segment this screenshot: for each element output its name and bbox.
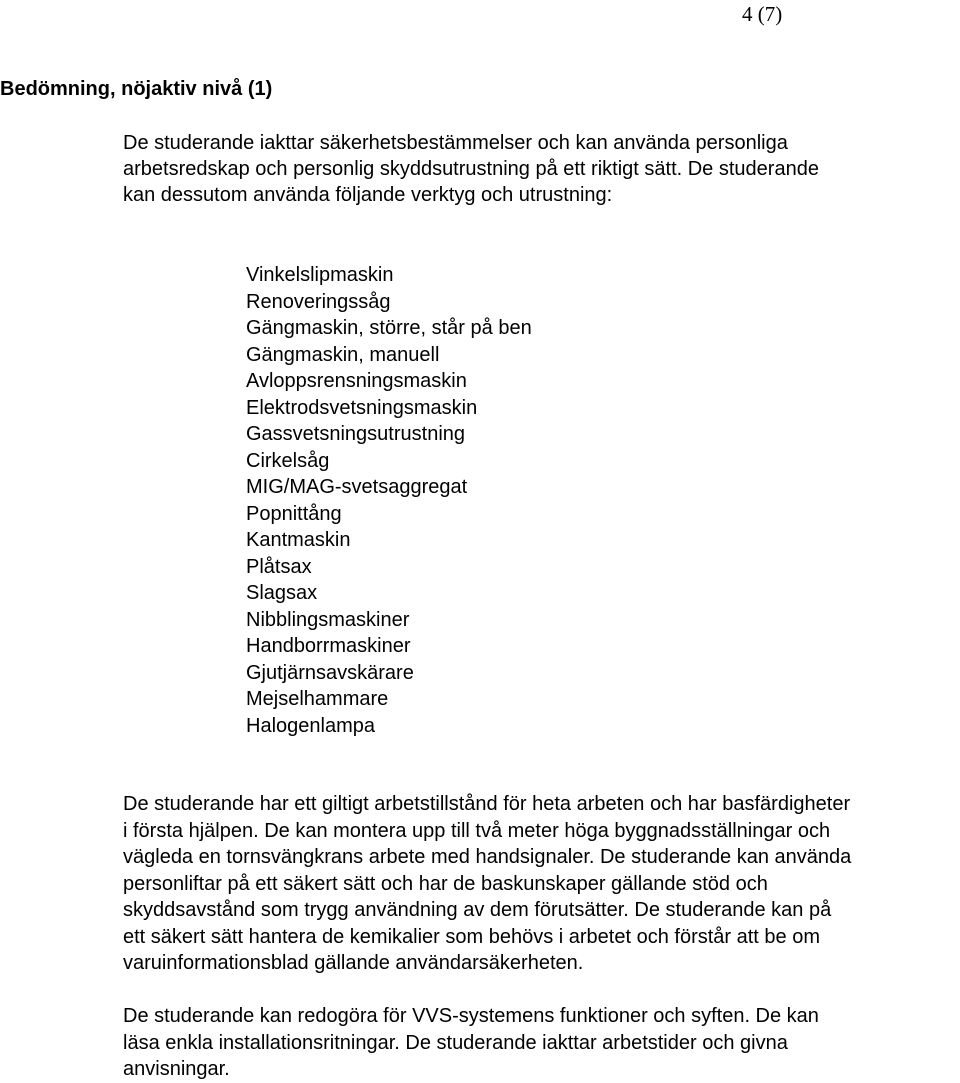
tool-item: Elektrodsvetsningsmaskin: [246, 396, 478, 419]
paragraph-line: De studerande kan redogöra för VVS-systemens funktioner och syften. De kan: [123, 1005, 819, 1027]
tool-item: MIG/MAG-svetsaggregat: [246, 476, 468, 498]
intro-line: kan dessutom använda följande verktyg och utrustning:: [123, 184, 613, 206]
tool-item: Handborrmaskiner: [246, 635, 411, 657]
hvac-paragraph: [123, 1003, 958, 1083]
tool-list: [246, 262, 532, 739]
paragraph-line: ett säkert sätt hantera de kemikalier som behövs i arbetet och förstår att be om: [123, 925, 821, 948]
tool-item: Popnittång: [246, 502, 342, 525]
paragraph-line: varuinformationsblad gällande användarsäkerheten.: [123, 952, 584, 974]
tool-item: Avloppsrensningsmaskin: [246, 370, 467, 392]
paragraph-line: De studerande har ett giltigt arbetstillstånd för heta arbeten och har basfärdigheter: [123, 793, 851, 815]
tool-item: Gassvetsningsutrustning: [246, 423, 466, 445]
paragraph-line: i första hjälpen. De kan montera upp till två meter höga byggnadsställningar och: [123, 819, 831, 842]
tool-item: Gjutjärnsavskärare: [246, 661, 414, 684]
intro-paragraph: [123, 130, 943, 208]
tool-item: Slagsax: [246, 582, 318, 604]
tool-item: Gängmaskin, större, står på ben: [246, 317, 532, 339]
section-heading: Bedömning, nöjaktiv nivå (1): [0, 78, 273, 100]
tool-item: Gängmaskin, manuell: [246, 343, 440, 366]
paragraph-line: personliftar på ett säkert sätt och har de baskunskaper gällande stöd och: [123, 872, 768, 895]
tool-item: Kantmaskin: [246, 529, 351, 551]
intro-line: De studerande iakttar säkerhetsbestämmelser och kan använda personliga: [123, 132, 788, 154]
tool-item: Nibblingsmaskiner: [246, 608, 410, 631]
tool-item: Cirkelsåg: [246, 449, 330, 472]
paragraph-line: skyddsavstånd som trygg användning av dem förutsätter. De studerande kan på: [123, 899, 832, 921]
tool-item: Plåtsax: [246, 555, 312, 578]
paragraph-line: läsa enkla installationsritningar. De studerande iakttar arbetstider och givna: [123, 1031, 788, 1054]
intro-line: arbetsredskap och personlig skyddsutrustning på ett riktigt sätt. De studerande: [123, 158, 819, 180]
tool-item: Vinkelslipmaskin: [246, 264, 394, 286]
tool-item: Renoveringssåg: [246, 290, 391, 313]
paragraph-line: anvisningar.: [123, 1058, 230, 1080]
safety-paragraph: [123, 791, 958, 977]
tool-item: Mejselhammare: [246, 688, 389, 710]
tool-item: Halogenlampa: [246, 714, 375, 737]
page-number: 4 (7): [742, 2, 783, 26]
paragraph-line: vägleda en tornsvängkrans arbete med handsignaler. De studerande kan använda: [123, 846, 852, 868]
